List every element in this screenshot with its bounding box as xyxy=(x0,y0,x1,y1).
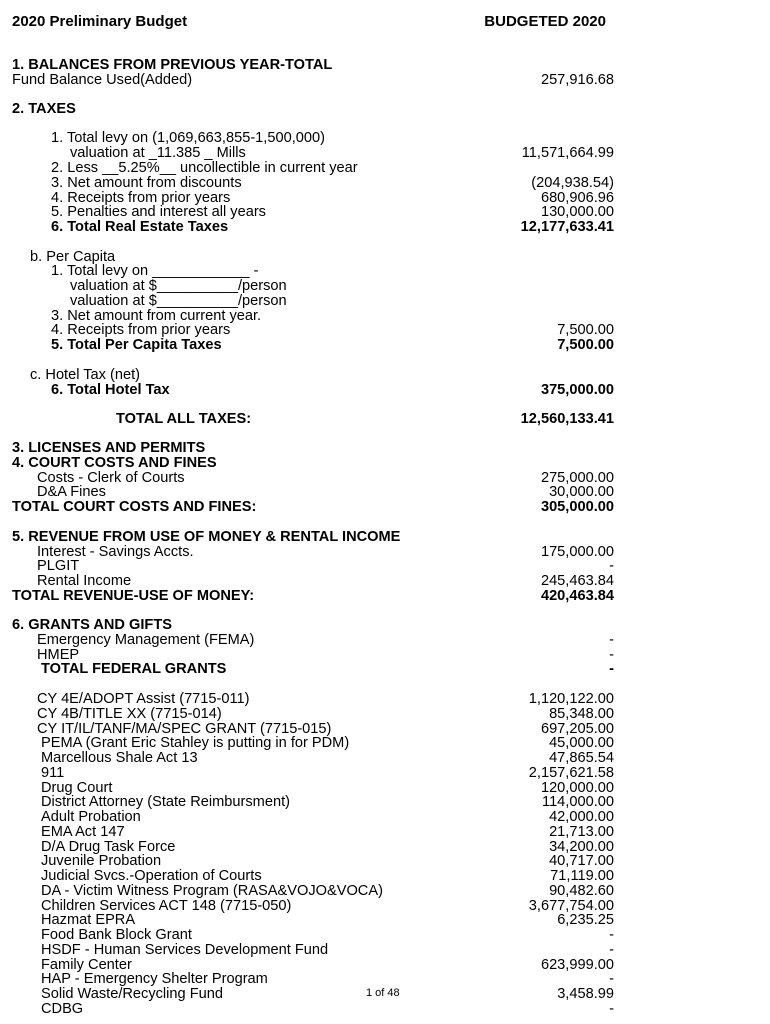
budget-line xyxy=(0,662,770,677)
line-amount: 275,000.00 xyxy=(540,470,614,486)
line-label: b. Per Capita xyxy=(30,249,116,265)
line-label: 3. Net amount from current year. xyxy=(51,308,262,324)
line-label: CY 4B/TITLE XX (7715-014) xyxy=(37,706,222,722)
budget-line xyxy=(0,456,770,471)
line-label: HMEP xyxy=(37,647,80,663)
budget-line xyxy=(0,294,770,309)
line-amount: 114,000.00 xyxy=(542,794,614,810)
line-amount: 12,177,633.41 xyxy=(520,219,614,235)
line-label: 4. Receipts from prior years xyxy=(51,322,231,338)
budget-line xyxy=(0,146,770,161)
budget-line xyxy=(0,412,770,427)
line-label: HAP - Emergency Shelter Program xyxy=(41,971,268,987)
line-label: valuation at $__________/person xyxy=(70,293,287,309)
line-label: 4. COURT COSTS AND FINES xyxy=(12,455,217,471)
line-amount: 40,717.00 xyxy=(549,853,614,869)
line-amount: 6,235.25 xyxy=(557,912,614,928)
line-amount: - xyxy=(609,927,614,943)
budget-line xyxy=(0,131,770,146)
line-amount: 175,000.00 xyxy=(540,544,614,560)
budget-line xyxy=(0,176,770,191)
line-label: CY 4E/ADOPT Assist (7715-011) xyxy=(37,691,250,707)
line-label: 4. Receipts from prior years xyxy=(51,190,231,206)
budget-line xyxy=(0,825,770,840)
budget-line xyxy=(0,943,770,958)
line-amount: 3,677,754.00 xyxy=(528,898,614,914)
line-label: Emergency Management (FEMA) xyxy=(37,632,255,648)
line-label: valuation at $__________/person xyxy=(70,278,287,294)
budget-line xyxy=(0,530,770,545)
line-amount: 12,560,133.41 xyxy=(520,411,614,427)
budget-line xyxy=(0,928,770,943)
line-label: 5. Penalties and interest all years xyxy=(51,204,266,220)
budget-line xyxy=(0,884,770,899)
line-amount: 30,000.00 xyxy=(549,484,614,500)
budget-line xyxy=(0,73,770,88)
budget-line xyxy=(0,220,770,235)
line-amount: 3,458.99 xyxy=(557,986,614,1002)
budget-line xyxy=(0,795,770,810)
line-amount: 85,348.00 xyxy=(549,706,614,722)
line-label: Marcellous Shale Act 13 xyxy=(41,750,198,766)
line-amount: 245,463.84 xyxy=(540,573,614,589)
line-label: TOTAL FEDERAL GRANTS xyxy=(41,661,227,677)
line-label: Juvenile Probation xyxy=(41,853,162,869)
line-amount: - xyxy=(609,1001,614,1017)
line-amount: - xyxy=(609,942,614,958)
page-number: 1 of 48 xyxy=(366,987,400,999)
budget-line xyxy=(0,574,770,589)
line-label: Food Bank Block Grant xyxy=(41,927,192,943)
line-amount: (204,938.54) xyxy=(531,175,614,191)
budget-line xyxy=(0,633,770,648)
line-label: 1. BALANCES FROM PREVIOUS YEAR-TOTAL xyxy=(12,57,333,73)
line-label: 2. Less __5.25%__ uncollectible in current year xyxy=(51,160,358,176)
line-label: 1. Total levy on ____________ - xyxy=(51,263,259,279)
line-amount: - xyxy=(609,632,614,648)
line-amount: 120,000.00 xyxy=(540,780,614,796)
line-amount: - xyxy=(609,647,614,663)
line-label: Solid Waste/Recycling Fund xyxy=(41,986,223,1002)
line-label: 5. Total Per Capita Taxes xyxy=(51,337,222,353)
line-label: valuation at _11.385 _ Mills xyxy=(70,145,246,161)
budget-line xyxy=(0,102,770,117)
line-label: DA - Victim Witness Program (RASA&VOJO&VOCA) xyxy=(41,883,383,899)
line-label: 2. TAXES xyxy=(12,101,76,117)
line-label: Hazmat EPRA xyxy=(41,912,136,928)
budget-line xyxy=(0,545,770,560)
budget-line xyxy=(0,972,770,987)
budget-line xyxy=(0,323,770,338)
budget-line xyxy=(0,707,770,722)
line-label: Judicial Svcs.-Operation of Courts xyxy=(41,868,262,884)
budget-line xyxy=(0,500,770,515)
line-label: 6. Total Hotel Tax xyxy=(51,382,170,398)
line-label: PEMA (Grant Eric Stahley is putting in for PDM) xyxy=(41,735,350,751)
line-amount: 420,463.84 xyxy=(540,588,614,604)
header-row xyxy=(0,14,770,29)
line-amount: 7,500.00 xyxy=(557,322,614,338)
budget-line xyxy=(0,471,770,486)
line-label: 6. Total Real Estate Taxes xyxy=(51,219,229,235)
line-amount: 375,000.00 xyxy=(540,382,614,398)
budget-line xyxy=(0,279,770,294)
budget-line xyxy=(0,751,770,766)
line-amount: 71,119.00 xyxy=(550,868,614,884)
budget-line xyxy=(0,736,770,751)
line-amount: 623,999.00 xyxy=(540,957,614,973)
line-amount: 11,571,664.99 xyxy=(521,145,614,161)
line-label: 3. Net amount from discounts xyxy=(51,175,242,191)
line-label: c. Hotel Tax (net) xyxy=(30,367,141,383)
line-label: PLGIT xyxy=(37,558,80,574)
line-label: D/A Drug Task Force xyxy=(41,839,176,855)
line-label: Drug Court xyxy=(41,780,113,796)
line-label: CDBG xyxy=(41,1001,84,1017)
budget-line xyxy=(0,559,770,574)
budget-line xyxy=(0,692,770,707)
line-amount: - xyxy=(609,971,614,987)
budget-line xyxy=(0,441,770,456)
line-amount: 697,205.00 xyxy=(540,721,614,737)
budget-line xyxy=(0,618,770,633)
line-amount: 21,713.00 xyxy=(549,824,614,840)
line-label: D&A Fines xyxy=(37,484,106,500)
line-label: 6. GRANTS AND GIFTS xyxy=(12,617,172,633)
budget-line xyxy=(0,161,770,176)
line-label: Adult Probation xyxy=(41,809,141,825)
budget-line xyxy=(0,58,770,73)
line-amount: 7,500.00 xyxy=(557,337,614,353)
budget-line xyxy=(0,854,770,869)
line-amount: 90,482.60 xyxy=(549,883,614,899)
budget-line xyxy=(0,383,770,398)
line-label: EMA Act 147 xyxy=(41,824,125,840)
line-label: Family Center xyxy=(41,957,132,973)
line-amount: 42,000.00 xyxy=(549,809,614,825)
line-label: Interest - Savings Accts. xyxy=(37,544,194,560)
line-label: TOTAL ALL TAXES: xyxy=(116,411,252,427)
line-label: District Attorney (State Reimbursment) xyxy=(41,794,290,810)
line-label: TOTAL REVENUE-USE OF MONEY: xyxy=(12,588,255,604)
document-title: 2020 Preliminary Budget xyxy=(12,13,188,30)
line-label: 3. LICENSES AND PERMITS xyxy=(12,440,206,456)
line-label: TOTAL COURT COSTS AND FINES: xyxy=(12,499,257,515)
line-amount: 45,000.00 xyxy=(549,735,614,751)
budget-line xyxy=(0,1002,770,1017)
line-amount: 2,157,621.58 xyxy=(528,765,614,781)
line-label: CY IT/IL/TANF/MA/SPEC GRANT (7715-015) xyxy=(37,721,332,737)
line-amount: 130,000.00 xyxy=(540,204,614,220)
budget-line xyxy=(0,368,770,383)
line-amount: 257,916.68 xyxy=(540,72,614,88)
line-amount: 47,865.54 xyxy=(549,750,614,766)
budget-line xyxy=(0,485,770,500)
line-label: Children Services ACT 148 (7715-050) xyxy=(41,898,292,914)
line-label: Fund Balance Used(Added) xyxy=(12,72,193,88)
column-header: BUDGETED 2020 xyxy=(484,13,606,30)
line-amount: 680,906.96 xyxy=(540,190,614,206)
budget-line xyxy=(0,766,770,781)
budget-line xyxy=(0,869,770,884)
budget-line xyxy=(0,810,770,825)
line-label: 911 xyxy=(41,765,65,781)
budget-line xyxy=(0,338,770,353)
line-label: 1. Total levy on (1,069,663,855-1,500,000) xyxy=(51,130,325,146)
line-label: HSDF - Human Services Development Fund xyxy=(41,942,329,958)
line-amount: 305,000.00 xyxy=(540,499,614,515)
budget-line xyxy=(0,264,770,279)
budget-line xyxy=(0,913,770,928)
line-label: Rental Income xyxy=(37,573,132,589)
line-amount: 34,200.00 xyxy=(549,839,614,855)
budget-line xyxy=(0,589,770,604)
line-amount: - xyxy=(609,661,614,677)
budget-line xyxy=(0,205,770,220)
line-amount: 1,120,122.00 xyxy=(528,691,614,707)
line-label: 5. REVENUE FROM USE OF MONEY & RENTAL INCOME xyxy=(12,529,401,545)
line-amount: - xyxy=(609,558,614,574)
line-label: Costs - Clerk of Courts xyxy=(37,470,185,486)
